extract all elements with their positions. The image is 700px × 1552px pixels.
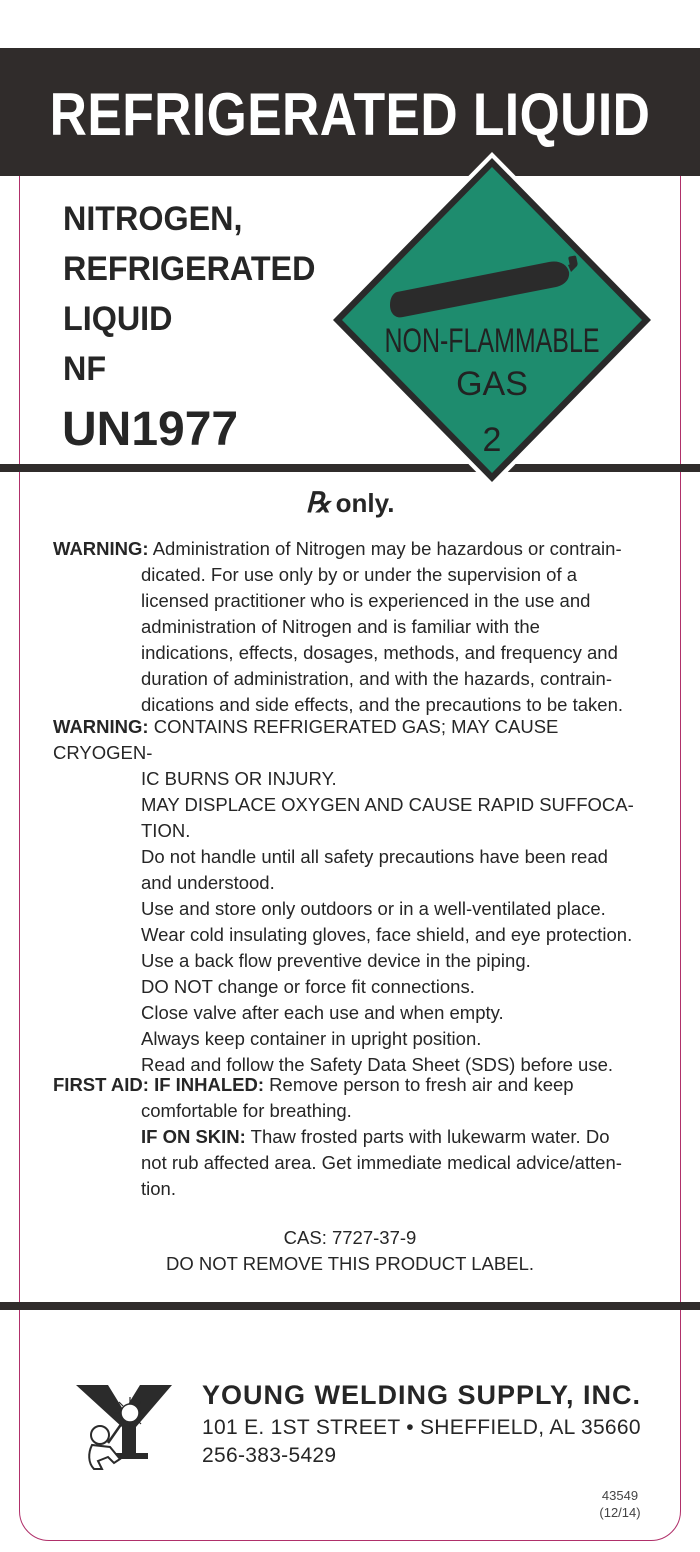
cas-block — [0, 1225, 700, 1277]
cas-number: CAS: 7727-37-9 — [283, 1227, 417, 1248]
warning-text-line: CONTAINS REFRIGERATED GAS; MAY CAUSE CRYOGEN- — [53, 716, 559, 763]
skin-label: IF ON SKIN: — [141, 1126, 246, 1147]
first-aid-text-line: not rub affected area. Get immediate medical advice/atten- — [141, 1152, 622, 1173]
rx-text: only. — [335, 488, 395, 518]
do-not-remove-notice: DO NOT REMOVE THIS PRODUCT LABEL. — [165, 1253, 535, 1274]
company-name: YOUNG WELDING SUPPLY, INC. — [202, 1380, 642, 1410]
rx-symbol: ℞ — [305, 486, 331, 519]
warning-text-line: licensed practitioner who is experienced in the use and — [141, 590, 591, 611]
warning-text-line: Read and follow the Safety Data Sheet (SDS) before use. — [141, 1054, 614, 1075]
warning-text-line: Always keep container in upright position. — [141, 1028, 482, 1049]
hazard-diamond — [327, 152, 657, 488]
label-title: REFRIGERATED LIQUID — [49, 81, 651, 148]
hazard-placard — [327, 152, 657, 493]
first-aid-label: FIRST AID: — [53, 1074, 149, 1095]
first-aid-text-line: Thaw frosted parts with lukewarm water. Do — [250, 1126, 610, 1147]
product-name — [63, 194, 315, 394]
first-aid-text-line: tion. — [141, 1178, 176, 1199]
company-phone: 256-383-5429 — [202, 1444, 337, 1467]
company-address: 101 E. 1ST STREET • SHEFFIELD, AL 35660 — [202, 1416, 641, 1439]
first-aid-text-line: comfortable for breathing. — [141, 1100, 352, 1121]
warning-cryogenic — [53, 714, 653, 1078]
warning-text-line: MAY DISPLACE OXYGEN AND CAUSE RAPID SUFFOCA- — [141, 794, 634, 815]
form-date: (12/14) — [599, 1505, 641, 1520]
warning-text-line: Wear cold insulating gloves, face shield, and eye protection. — [141, 924, 633, 945]
warning-text-line: DO NOT change or force fit connections. — [141, 976, 475, 997]
warning-text-line: Use a back flow preventive device in the piping. — [141, 950, 531, 971]
product-name-line: LIQUID — [63, 300, 173, 338]
placard-text-line1: NON-FLAMMABLE — [384, 322, 600, 360]
placard-text-line2: GAS — [456, 365, 528, 403]
un-number: UN1977 — [62, 403, 239, 456]
warning-text-line: and understood. — [141, 872, 275, 893]
warning-text-line: indications, effects, dosages, methods, and frequency and — [141, 642, 618, 663]
warning-text-line: dicated. For use only by or under the supervision of a — [141, 564, 578, 585]
warning-text-line: Close valve after each use and when empty. — [141, 1002, 504, 1023]
product-name-line: NF — [63, 350, 107, 388]
placard-class-number: 2 — [482, 421, 502, 459]
warning-label: WARNING: — [53, 716, 149, 737]
first-aid-text-line: Remove person to fresh air and keep — [269, 1074, 574, 1095]
warning-text-line: Use and store only outdoors or in a well-ventilated place. — [141, 898, 606, 919]
warning-administration — [53, 536, 653, 718]
young-welding-logo — [74, 1383, 174, 1480]
warning-text-line: administration of Nitrogen and is familiar with the — [141, 616, 540, 637]
divider-bottom — [0, 1302, 700, 1310]
form-number: 43549 — [601, 1488, 639, 1503]
rx-only — [0, 486, 700, 519]
warning-text-line: dications and side effects, and the precautions to be taken. — [141, 694, 624, 715]
inhaled-label: IF INHALED: — [154, 1074, 265, 1095]
warning-text-line: duration of administration, and with the hazards, contrain- — [141, 668, 612, 689]
warning-text-line: IC BURNS OR INJURY. — [141, 768, 337, 789]
warning-text-line: Do not handle until all safety precautions have been read — [141, 846, 608, 867]
product-name-line: NITROGEN, — [63, 200, 243, 238]
warning-label: WARNING: — [53, 538, 149, 559]
product-name-line: REFRIGERATED — [63, 250, 316, 288]
first-aid — [53, 1072, 653, 1202]
warning-text-line: Administration of Nitrogen may be hazardous or contrain- — [152, 538, 622, 559]
warning-text-line: TION. — [141, 820, 191, 841]
